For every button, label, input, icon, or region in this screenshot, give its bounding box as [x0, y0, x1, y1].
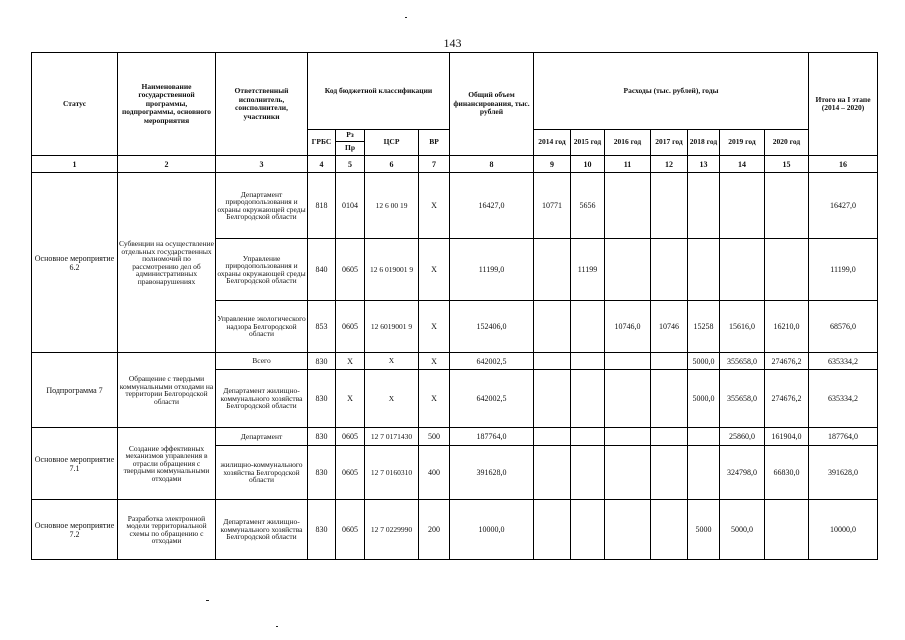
rz-pr-cell: 0605	[336, 446, 365, 500]
itogo-cell: 11199,0	[809, 239, 878, 301]
name-cell: Субвенции на осуществление отдельных государственных полномочий по рассмотрению дел об административных правонарушениях	[118, 173, 216, 353]
column-number: 10	[571, 156, 605, 173]
year-2014-cell: 10771	[534, 173, 571, 239]
status-cell: Подпрограмма 7	[32, 353, 118, 428]
itogo-cell: 391628,0	[809, 446, 878, 500]
column-number: 11	[605, 156, 651, 173]
vr-cell: Х	[419, 239, 450, 301]
rz-pr-cell: 0605	[336, 301, 365, 353]
grbs-cell: 853	[308, 301, 336, 353]
executor-cell: Управление экологического надзора Белгородской области	[216, 301, 308, 353]
year-2015-cell	[571, 370, 605, 428]
year-2014-cell	[534, 446, 571, 500]
header-csr: ЦСР	[365, 130, 419, 156]
itogo-cell: 68576,0	[809, 301, 878, 353]
scan-mark	[276, 626, 278, 627]
csr-cell: 12 7 0171430	[365, 428, 419, 446]
year-2020-cell	[765, 173, 809, 239]
year-2018-cell	[688, 239, 720, 301]
year-2015-cell	[571, 301, 605, 353]
grbs-cell: 830	[308, 500, 336, 560]
year-2016-cell: 10746,0	[605, 301, 651, 353]
vr-cell: 500	[419, 428, 450, 446]
column-number: 5	[336, 156, 365, 173]
status-cell: Основное мероприятие 6.2	[32, 173, 118, 353]
csr-cell: Х	[365, 370, 419, 428]
year-2019-cell: 355658,0	[720, 370, 765, 428]
column-number: 12	[651, 156, 688, 173]
executor-cell: Департамент жилищно-коммунального хозяйства Белгородской области	[216, 500, 308, 560]
vr-cell: 400	[419, 446, 450, 500]
year-2017-cell	[651, 446, 688, 500]
executor-cell: Департамент природопользования и охраны окружающей среды Белгородской области	[216, 173, 308, 239]
year-2018-cell	[688, 428, 720, 446]
total-cell: 10000,0	[450, 500, 534, 560]
itogo-cell: 187764,0	[809, 428, 878, 446]
year-2020-cell	[765, 500, 809, 560]
rz-pr-cell: 0605	[336, 500, 365, 560]
grbs-cell: 818	[308, 173, 336, 239]
executor-cell: Департамент жилищно-коммунального хозяйства Белгородской области	[216, 370, 308, 428]
year-2020-cell	[765, 239, 809, 301]
year-2020-cell: 16210,0	[765, 301, 809, 353]
year-2018-cell	[688, 446, 720, 500]
year-2014-cell	[534, 370, 571, 428]
header-year: 2018 год	[688, 130, 720, 156]
itogo-cell: 635334,2	[809, 370, 878, 428]
year-2016-cell	[605, 446, 651, 500]
header-pr: Пр	[336, 142, 365, 156]
itogo-cell: 635334,2	[809, 353, 878, 370]
status-cell: Основное мероприятие 7.1	[32, 428, 118, 500]
year-2019-cell: 5000,0	[720, 500, 765, 560]
csr-cell: 12 6 00 19	[365, 173, 419, 239]
executor-cell: Всего	[216, 353, 308, 370]
name-cell: Обращение с твердыми коммунальными отходами на территории Белгородской области	[118, 353, 216, 428]
header-year: 2015 год	[571, 130, 605, 156]
year-2014-cell	[534, 353, 571, 370]
year-2015-cell	[571, 428, 605, 446]
column-number: 1	[32, 156, 118, 173]
vr-cell: Х	[419, 353, 450, 370]
year-2016-cell	[605, 239, 651, 301]
year-2019-cell: 15616,0	[720, 301, 765, 353]
header-year: 2014 год	[534, 130, 571, 156]
total-cell: 16427,0	[450, 173, 534, 239]
grbs-cell: 840	[308, 239, 336, 301]
column-number: 3	[216, 156, 308, 173]
csr-cell: 12 7 0229990	[365, 500, 419, 560]
header-grbs: ГРБС	[308, 130, 336, 156]
year-2014-cell	[534, 301, 571, 353]
year-2015-cell	[571, 353, 605, 370]
year-2019-cell: 324798,0	[720, 446, 765, 500]
rz-pr-cell: 0104	[336, 173, 365, 239]
header-budget-code: Код бюджетной классификации	[308, 53, 450, 130]
grbs-cell: 830	[308, 353, 336, 370]
year-2016-cell	[605, 428, 651, 446]
year-2019-cell	[720, 173, 765, 239]
year-2017-cell	[651, 500, 688, 560]
year-2018-cell: 5000,0	[688, 353, 720, 370]
header-year: 2020 год	[765, 130, 809, 156]
header-expenses: Расходы (тыс. рублей), годы	[534, 53, 809, 130]
csr-cell: 12 7 0160310	[365, 446, 419, 500]
year-2020-cell: 161904,0	[765, 428, 809, 446]
year-2015-cell	[571, 500, 605, 560]
rz-pr-cell: 0605	[336, 239, 365, 301]
executor-cell: Управление природопользования и охраны окружающей среды Белгородской области	[216, 239, 308, 301]
scan-mark	[206, 600, 209, 601]
header-rz: Рз	[336, 130, 365, 142]
rz-pr-cell: Х	[336, 353, 365, 370]
table-row	[32, 428, 878, 446]
header-status: Статус	[32, 53, 118, 156]
total-cell: 391628,0	[450, 446, 534, 500]
budget-table	[31, 52, 878, 560]
year-2017-cell: 10746	[651, 301, 688, 353]
year-2017-cell	[651, 353, 688, 370]
year-2015-cell: 11199	[571, 239, 605, 301]
year-2018-cell: 5000	[688, 500, 720, 560]
rz-pr-cell: 0605	[336, 428, 365, 446]
year-2015-cell: 5656	[571, 173, 605, 239]
header-year: 2016 год	[605, 130, 651, 156]
year-2019-cell: 355658,0	[720, 353, 765, 370]
csr-cell: Х	[365, 353, 419, 370]
column-number: 15	[765, 156, 809, 173]
year-2016-cell	[605, 173, 651, 239]
vr-cell: Х	[419, 370, 450, 428]
table-row	[32, 353, 878, 370]
year-2016-cell	[605, 353, 651, 370]
year-2020-cell: 66830,0	[765, 446, 809, 500]
name-cell: Разработка электронной модели территориальной схемы по обращению с отходами	[118, 500, 216, 560]
header-year: 2019 год	[720, 130, 765, 156]
column-number: 13	[688, 156, 720, 173]
year-2014-cell	[534, 428, 571, 446]
csr-cell: 12 6019001 9	[365, 301, 419, 353]
year-2020-cell: 274676,2	[765, 353, 809, 370]
year-2019-cell: 25860,0	[720, 428, 765, 446]
header-itogo: Итого на I этапе (2014 – 2020)	[809, 53, 878, 156]
total-cell: 152406,0	[450, 301, 534, 353]
header-name: Наименование государственной программы, подпрограммы, основного мероприятия	[118, 53, 216, 156]
column-number: 16	[809, 156, 878, 173]
table-row	[32, 500, 878, 560]
header-total-volume: Общий объем финансирования, тыс. рублей	[450, 53, 534, 156]
column-number: 8	[450, 156, 534, 173]
year-2017-cell	[651, 239, 688, 301]
executor-cell: Департамент	[216, 428, 308, 446]
total-cell: 642002,5	[450, 370, 534, 428]
year-2014-cell	[534, 500, 571, 560]
scan-mark	[405, 17, 407, 18]
rz-pr-cell: Х	[336, 370, 365, 428]
column-number: 2	[118, 156, 216, 173]
grbs-cell: 830	[308, 370, 336, 428]
csr-cell: 12 6 019001 9	[365, 239, 419, 301]
grbs-cell: 830	[308, 446, 336, 500]
vr-cell: Х	[419, 173, 450, 239]
vr-cell: Х	[419, 301, 450, 353]
header-vr: ВР	[419, 130, 450, 156]
year-2017-cell	[651, 173, 688, 239]
total-cell: 187764,0	[450, 428, 534, 446]
column-number: 7	[419, 156, 450, 173]
year-2017-cell	[651, 428, 688, 446]
year-2020-cell: 274676,2	[765, 370, 809, 428]
total-cell: 11199,0	[450, 239, 534, 301]
column-number: 6	[365, 156, 419, 173]
column-number: 9	[534, 156, 571, 173]
year-2016-cell	[605, 500, 651, 560]
column-number: 14	[720, 156, 765, 173]
itogo-cell: 16427,0	[809, 173, 878, 239]
executor-cell: жилищно-коммунального хозяйства Белгородской области	[216, 446, 308, 500]
year-2018-cell: 5000,0	[688, 370, 720, 428]
year-2016-cell	[605, 370, 651, 428]
header-executor: Ответственный исполнитель, соисполнители, участники	[216, 53, 308, 156]
year-2017-cell	[651, 370, 688, 428]
year-2018-cell	[688, 173, 720, 239]
total-cell: 642002,5	[450, 353, 534, 370]
column-number: 4	[308, 156, 336, 173]
header-year: 2017 год	[651, 130, 688, 156]
table-row	[32, 173, 878, 239]
vr-cell: 200	[419, 500, 450, 560]
year-2019-cell	[720, 239, 765, 301]
year-2018-cell: 15258	[688, 301, 720, 353]
status-cell: Основное мероприятие 7.2	[32, 500, 118, 560]
name-cell: Создание эффективных механизмов управления в отрасли обращения с твердыми коммунальными отходами	[118, 428, 216, 500]
page-number: 143	[443, 36, 462, 50]
year-2014-cell	[534, 239, 571, 301]
itogo-cell: 10000,0	[809, 500, 878, 560]
year-2015-cell	[571, 446, 605, 500]
grbs-cell: 830	[308, 428, 336, 446]
